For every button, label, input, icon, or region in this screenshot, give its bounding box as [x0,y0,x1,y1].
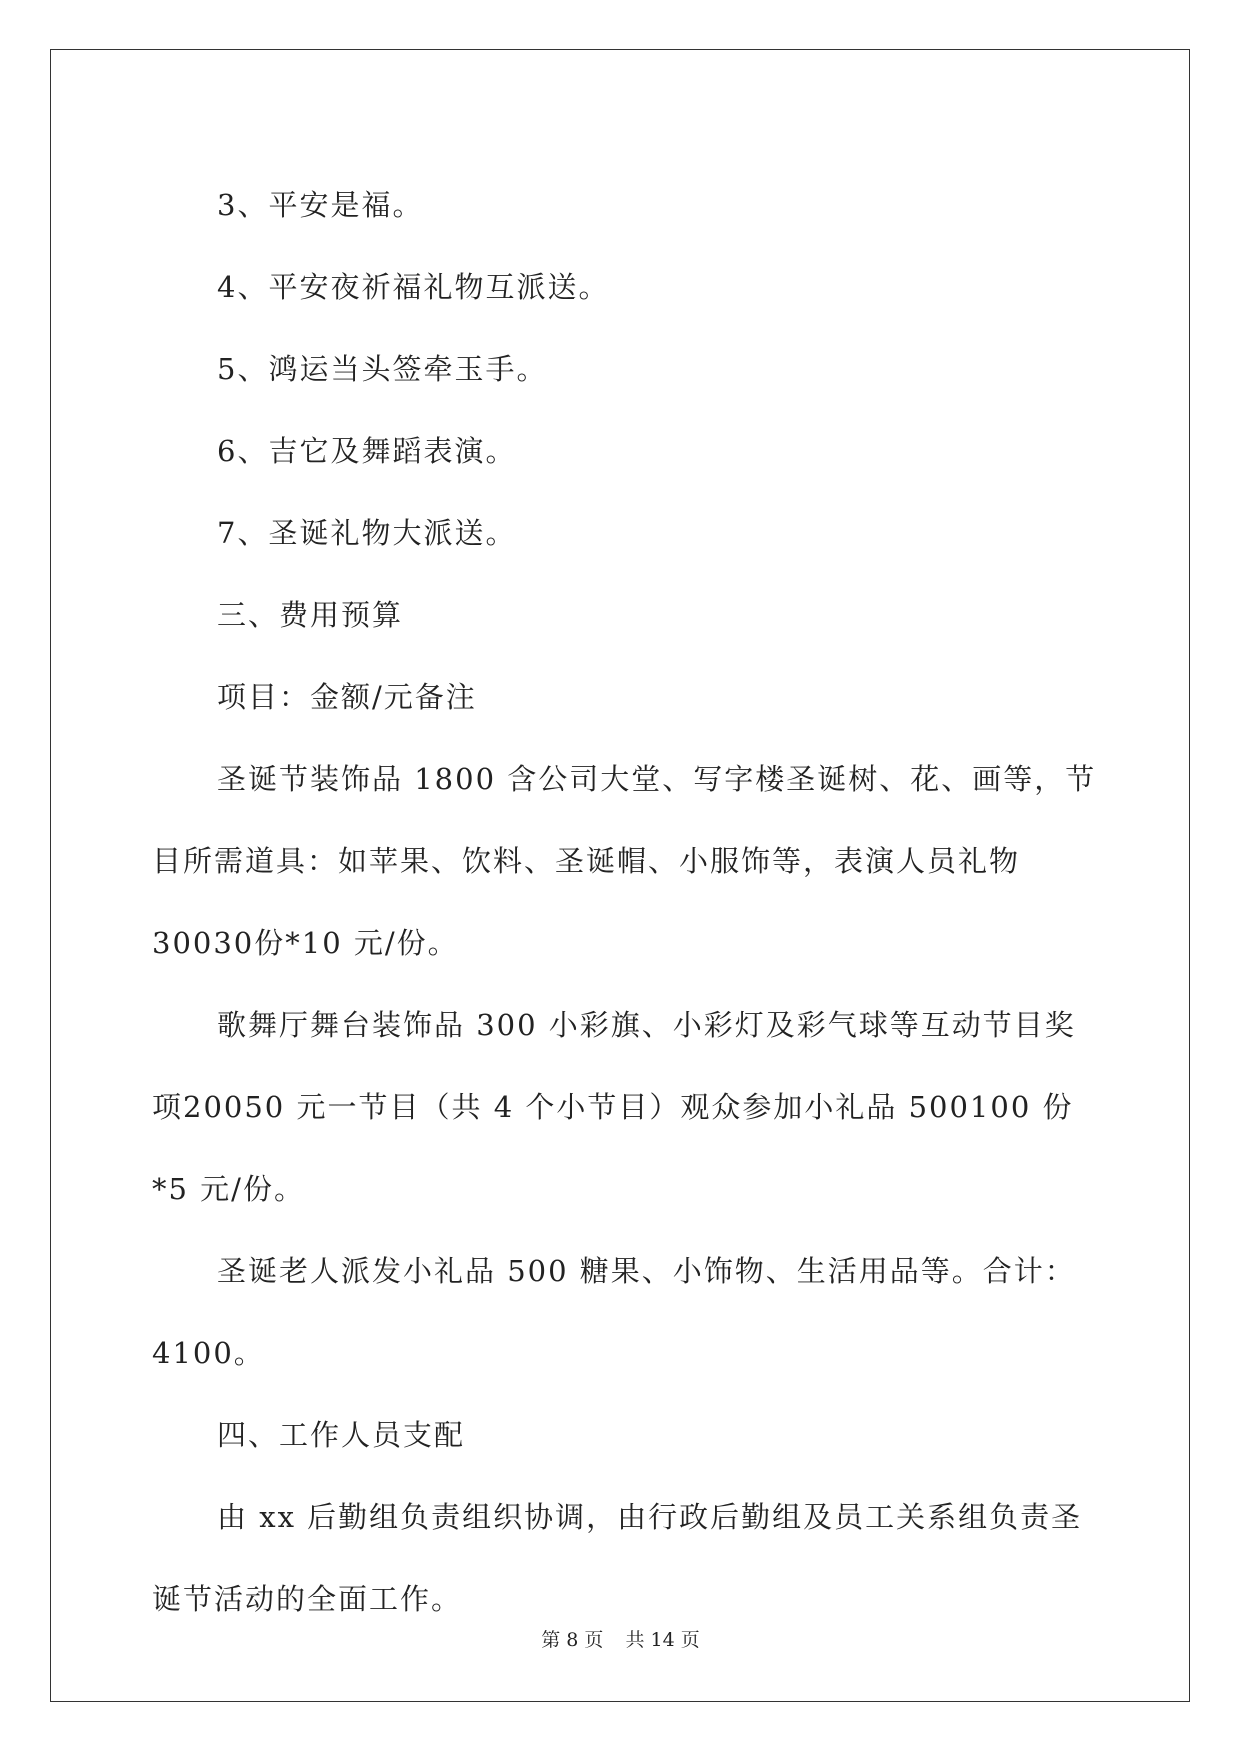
list-item-5: 5、鸿运当头签牵玉手。 [217,352,548,386]
document-body [152,164,1102,1640]
list-item-3: 3、平安是福。 [217,188,424,222]
section-heading-budget: 三、费用预算 [217,598,404,632]
page-number: 第 8 页 [541,1629,604,1651]
page-footer [0,1625,1241,1652]
list-item-7: 7、圣诞礼物大派送。 [217,516,517,550]
page-total: 共 14 页 [625,1629,700,1651]
list-item-6: 6、吉它及舞蹈表演。 [217,434,517,468]
section-heading-staff: 四、工作人员支配 [217,1418,466,1452]
staff-paragraph: 由 xx 后勤组负责组织协调，由行政后勤组及员工关系组负责圣诞节活动的全面工作。 [152,1500,1083,1616]
budget-item-decorations: 圣诞节装饰品 1800 含公司大堂、写字楼圣诞树、花、画等，节目所需道具：如苹果、饮料、圣诞帽、小服饰等，表演人员礼物 30030份*10 元/份。 [152,762,1097,960]
budget-item-stage: 歌舞厅舞台装饰品 300 小彩旗、小彩灯及彩气球等互动节目奖项20050 元一节目（共 4 个小节目）观众参加小礼品 500100 份*5 元/份。 [152,1008,1076,1206]
budget-header: 项目：金额/元备注 [217,680,477,714]
list-item-4: 4、平安夜祈福礼物互派送。 [217,270,610,304]
budget-item-santa: 圣诞老人派发小礼品 500 糖果、小饰物、生活用品等。合计：4100。 [152,1254,1076,1370]
